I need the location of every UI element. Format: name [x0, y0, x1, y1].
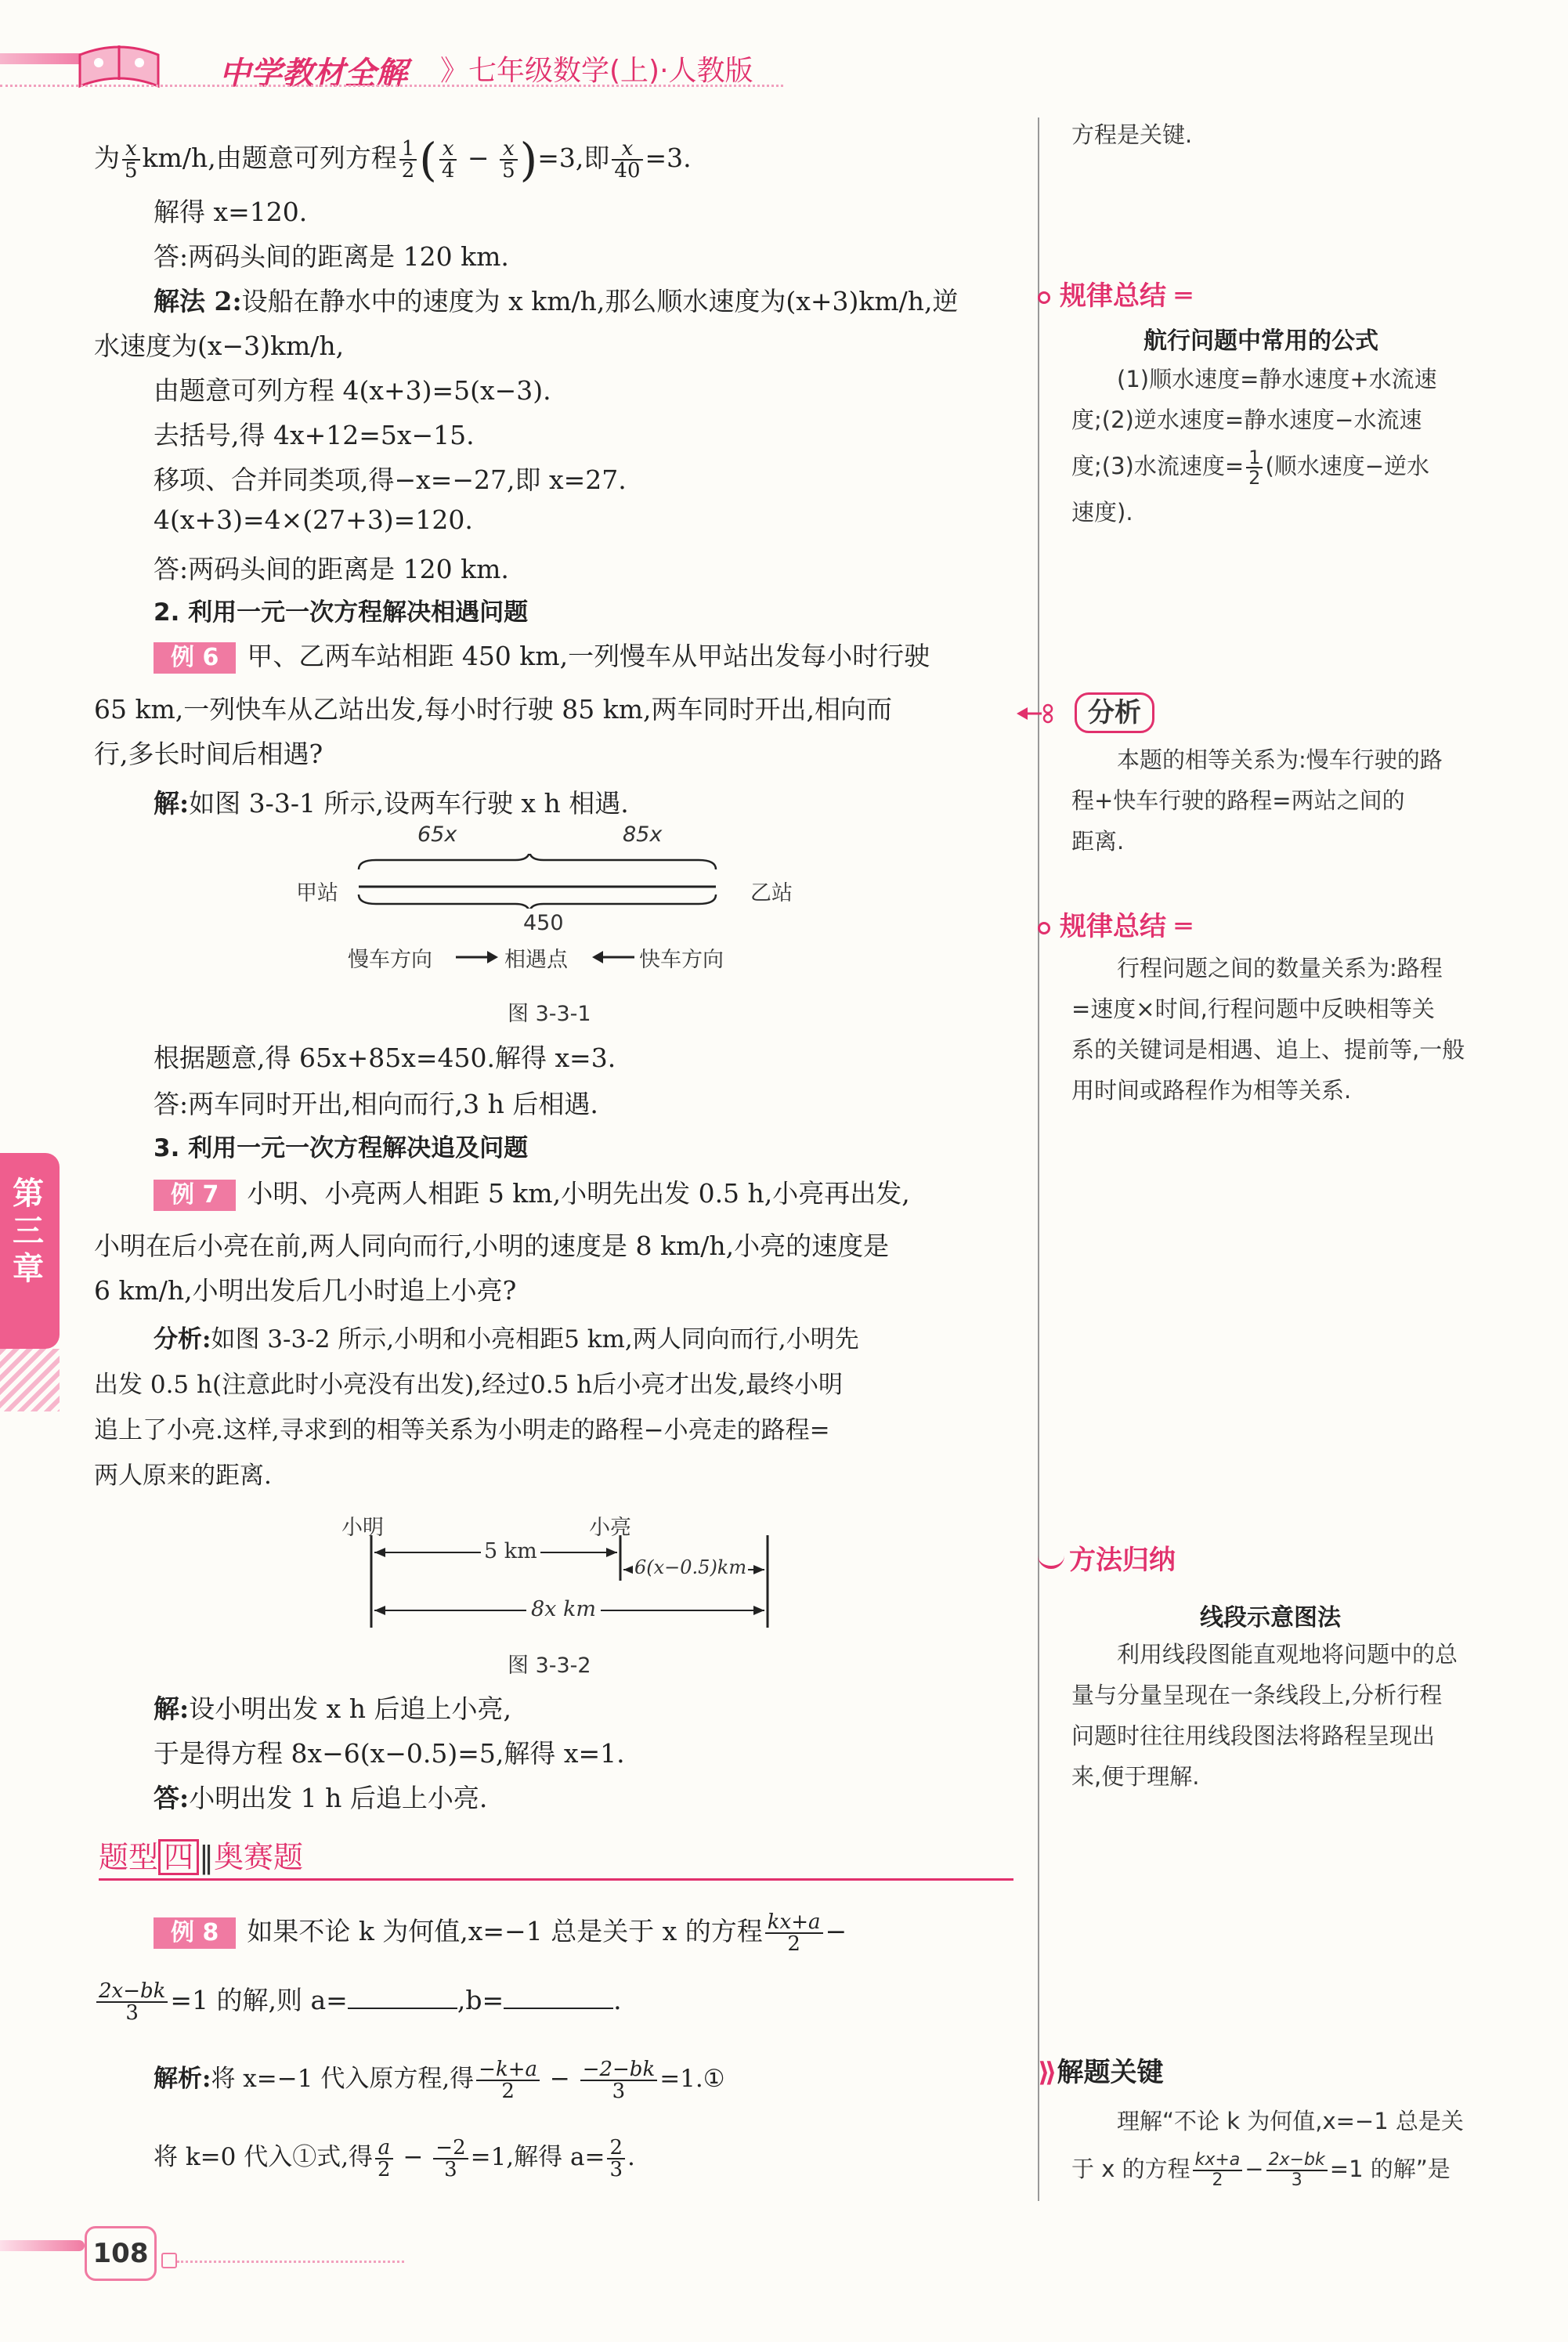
example-6-line-3: 行,多长时间后相遇? [94, 739, 323, 769]
side-analysis-body: 本题的相等关系为:慢车行驶的路 程+快车行驶的路程=两站之间的 距离. [1071, 746, 1443, 855]
analysis-7-line-3: 追上了小亮.这样,寻求到的相等关系为小明走的路程−小亮走的路程= [94, 1416, 830, 1444]
analysis-7-line-4: 两人原来的距离. [94, 1462, 272, 1490]
book-logo-icon [75, 39, 163, 99]
example-8-tag: 例 8 [154, 1917, 236, 1949]
side-rule1-title: 航行问题中常用的公式 [1143, 327, 1378, 355]
side-key-body: 理解“不论 k 为何值,x=−1 总是关 于 x 的方程 $\frac{kx+a}{2}$ − $\frac{2x-bk}{3}$ =1 的解”是 [1071, 2108, 1464, 2190]
solution-7-line-3: 答:小明出发 1 h 后追上小亮. [154, 1783, 488, 1813]
line-6: 由题意可列方程 4(x+3)=5(x−3). [154, 375, 551, 406]
example-7-line-3: 6 km/h,小明出发后几小时追上小亮? [94, 1275, 517, 1306]
answer-blank-b[interactable] [504, 1984, 613, 2009]
line-1: 为 $\frac{x}{5}$ km/h,由题意可列方程 $\frac{1}{2}$ ( $\frac{x}{4}$ − $\frac{x}{5}$ )=3,即 $\frac{x}{40}$ =3. [94, 133, 692, 186]
arrow-right-icon [454, 946, 501, 968]
side-rule-summary-1: 规律总结 ═ [1038, 274, 1191, 313]
side-rule-summary-2: 规律总结 ═ [1038, 905, 1191, 943]
solution-6-line-3: 答:两车同时开出,相向而行,3 h 后相遇. [154, 1089, 598, 1119]
chapter-tab-stripes [0, 1349, 60, 1411]
fig2-xiaoming: 小明 [341, 1516, 384, 1540]
line-3: 答:两码头间的距离是 120 km. [154, 241, 509, 272]
footer-square-icon [161, 2253, 177, 2268]
side-rule1-body: (1)顺水速度=静水速度+水流速 度;(2)逆水速度=静水速度−水流速 度;(3)水流速度= $\frac{1}{2}$ (顺水速度−逆水 速度). [1071, 366, 1437, 526]
fig1-segment-diagram [345, 854, 768, 909]
book-subtitle: 》七年级数学(上)·人教版 [440, 55, 753, 87]
solution-6-line-2: 根据题意,得 65x+85x=450.解得 x=3. [154, 1043, 616, 1073]
solution-7-line-1: 解:设小明出发 x h 后追上小亮, [154, 1693, 512, 1724]
book-title: 中学教材全解 [219, 56, 407, 92]
header-divider [0, 85, 783, 87]
fig1-total: 450 [523, 911, 564, 935]
side-rule2-body: 行程问题之间的数量关系为:路程 =速度×时间,行程问题中反映相等关 系的关键词是相遇、追上、提前等,一般 用时间或路程作为相等关系. [1071, 955, 1465, 1104]
arrow-left-icon [589, 946, 636, 968]
bullet-icon [1038, 291, 1050, 304]
example-7-tag: 例 7 [154, 1180, 236, 1211]
side-analysis-head: 分析 [1075, 692, 1154, 733]
arrow-pointer-icon [1015, 702, 1062, 725]
section-underline [99, 1878, 1013, 1881]
example-6-line-1: 例 6 甲、乙两车站相距 450 km,一列慢车从甲站出发每小时行驶 [94, 636, 1018, 674]
fig2-caption: 图 3-3-2 [508, 1653, 591, 1678]
side-method-body: 利用线段图能直观地将问题中的总 量与分量呈现在一条线段上,分析行程 问题时往往用线段图法将路程呈现出 来,便于理解. [1071, 1641, 1458, 1790]
analysis-7-line-2: 出发 0.5 h(注意此时小亮没有出发),经过0.5 h后小亮才出发,最终小明 [94, 1371, 843, 1399]
line-10: 答:两码头间的距离是 120 km. [154, 554, 509, 584]
side-top-text: 方程是关键. [1071, 121, 1193, 148]
fig2-xiaoliang: 小亮 [589, 1516, 631, 1540]
answer-blank-a[interactable] [348, 1984, 457, 2009]
swoosh-icon [1038, 1553, 1064, 1569]
chapter-tab-label: 第三章 [13, 1176, 44, 1287]
fig1-left-station: 甲站 [296, 881, 338, 905]
analysis-8-line-2: 将 k=0 代入①式,得 $\frac{a}{2}$ − $\frac{-2}{3}$ =1,解得 a= $\frac{2}{3}$ . [154, 2135, 635, 2181]
solution-6-line-1: 解:如图 3-3-1 所示,设两车行驶 x h 相遇. [154, 788, 629, 819]
example-7-line-2: 小明在后小亮在前,两人同向而行,小明的速度是 8 km/h,小亮的速度是 [94, 1231, 890, 1261]
fig1-slow-direction: 慢车方向 [348, 948, 432, 972]
section-heading-3: 3. 利用一元一次方程解决追及问题 [154, 1134, 529, 1162]
footer-decoration [0, 2240, 85, 2251]
line-2: 解得 x=120. [154, 197, 308, 227]
line-5: 水速度为(x−3)km/h, [94, 331, 345, 361]
example-7-line-1: 例 7 小明、小亮两人相距 5 km,小明先出发 0.5 h,小亮再出发, [94, 1173, 1018, 1211]
section-heading-2: 2. 利用一元一次方程解决相遇问题 [154, 598, 529, 627]
solution-7-line-2: 于是得方程 8x−6(x−0.5)=5,解得 x=1. [154, 1738, 625, 1769]
page-number: 108 [85, 2226, 157, 2281]
line-8: 移项、合并同类项,得−x=−27,即 x=27. [154, 464, 627, 495]
section-tag-olympiad: 题型 四 ‖奥赛题 [99, 1840, 304, 1874]
bullet-icon [1038, 922, 1050, 934]
footer-line [177, 2261, 404, 2263]
example-8-line-1: 例 8 如果不论 k 为何值,x=−1 总是关于 x 的方程 $\frac{kx+a}{2}$ − [94, 1911, 1018, 1954]
fig1-fast-direction: 快车方向 [639, 948, 724, 972]
analysis-8-line-1: 解析:将 x=−1 代入原方程,得 $\frac{-k+a}{2}$ − $\frac{-2-bk}{3}$ =1.① [154, 2057, 725, 2103]
side-key-head: ⟫解题关键 [1038, 2057, 1164, 2088]
fig2-distance-xiaoliang: 6(x−0.5)km [634, 1556, 747, 1578]
example-8-line-2: $\frac{2x-bk}{3}$ =1 的解,则 a= ,b= . [94, 1980, 1018, 2023]
fig1-label-85x: 85x [623, 822, 663, 847]
fig2-distance-8x: 8x km [526, 1597, 601, 1621]
fig2-distance-5km: 5 km [481, 1539, 540, 1563]
line-9: 4(x+3)=4×(27+3)=120. [154, 504, 473, 535]
example-6-line-2: 65 km,一列快车从乙站出发,每小时行驶 85 km,两车同时开出,相向而 [94, 694, 892, 725]
side-method-title: 线段示意图法 [1200, 1604, 1341, 1632]
example-6-tag: 例 6 [154, 642, 236, 674]
analysis-7-line-1: 分析:如图 3-3-2 所示,小明和小亮相距5 km,两人同向而行,小明先 [154, 1325, 859, 1354]
line-4: 解法 2:设船在静水中的速度为 x km/h,那么顺水速度为(x+3)km/h,逆 [154, 286, 959, 316]
fig1-label-65x: 65x [417, 822, 457, 847]
fig1-meet-point: 相遇点 [504, 948, 568, 972]
side-method-summary: 方法归纳 [1038, 1538, 1176, 1577]
fig1-right-station: 乙站 [750, 881, 793, 905]
line-7: 去括号,得 4x+12=5x−15. [154, 420, 475, 450]
fig1-caption: 图 3-3-1 [508, 1002, 591, 1026]
